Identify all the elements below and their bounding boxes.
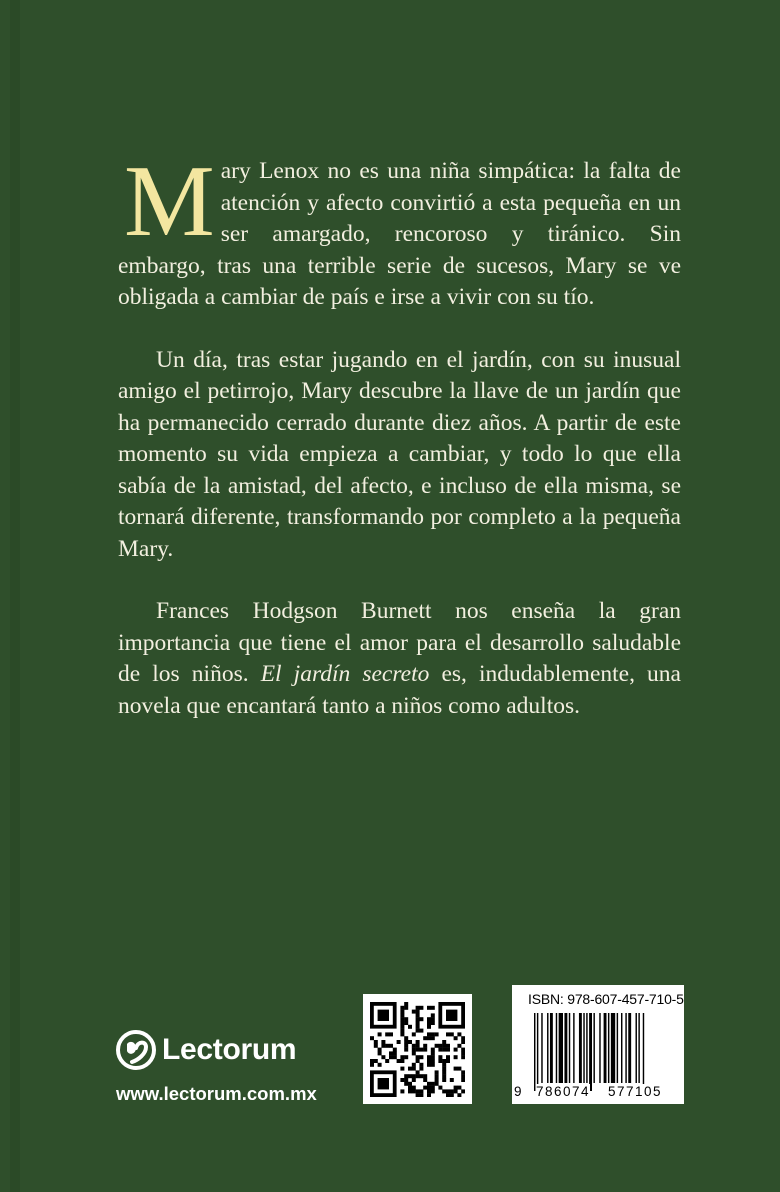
synopsis-paragraph-3 [118,596,681,722]
qr-code-icon [370,1002,465,1097]
back-cover [10,0,780,1192]
paragraph-1-text: ary Lenox no es una niña simpática: la falta de atención y afecto convirtió a esta pequeña en un ser amargado, rencoroso y tiránico. Sin embargo, tras una terrible serie de sucesos, Mary se ve obligada a cambiar de país e irse a vivir con su tío. [118,158,681,310]
barcode-digits-right: 577105 [608,1084,663,1099]
isbn-barcode [512,985,684,1104]
spine-edge [10,0,20,1192]
synopsis-paragraph-2: Un día, tras estar jugando en el jardín, con su inusual amigo el petirrojo, Mary descubre la llave de un jardín que ha permanecido cerrado durante diez años. A partir de este momento su vida empieza a cambiar, y todo lo que ella sabía de la amistad, del afecto, e incluso de ella misma, se tornará diferente, transformando por completo a la pequeña Mary. [118,346,681,562]
publisher-name: Lectorum [162,1033,297,1066]
drop-cap: M [124,145,215,258]
lectorum-logo-icon [116,1030,156,1070]
publisher-url: www.lectorum.com.mx [116,1083,317,1104]
barcode-digit-first: 9 [514,1084,522,1099]
book-title-italic: El jardín secreto [260,661,430,687]
paragraph-3-text-b: es, indudablemente, una novela que encantará tanto a niños como adultos. [118,661,681,719]
synopsis-paragraph-1 [118,145,681,314]
barcode-icon [522,1013,674,1091]
paragraph-3-text-a: Frances Hodgson Burnett nos enseña la gran importancia que tiene el amor para el desarrollo saludable de los niños. [118,598,681,687]
publisher-logo [116,1030,296,1070]
isbn-label: ISBN: 978-607-457-710-5 [528,991,684,1007]
barcode-digits-left: 786074 [536,1084,591,1099]
qr-code [363,994,472,1104]
synopsis [118,145,681,753]
